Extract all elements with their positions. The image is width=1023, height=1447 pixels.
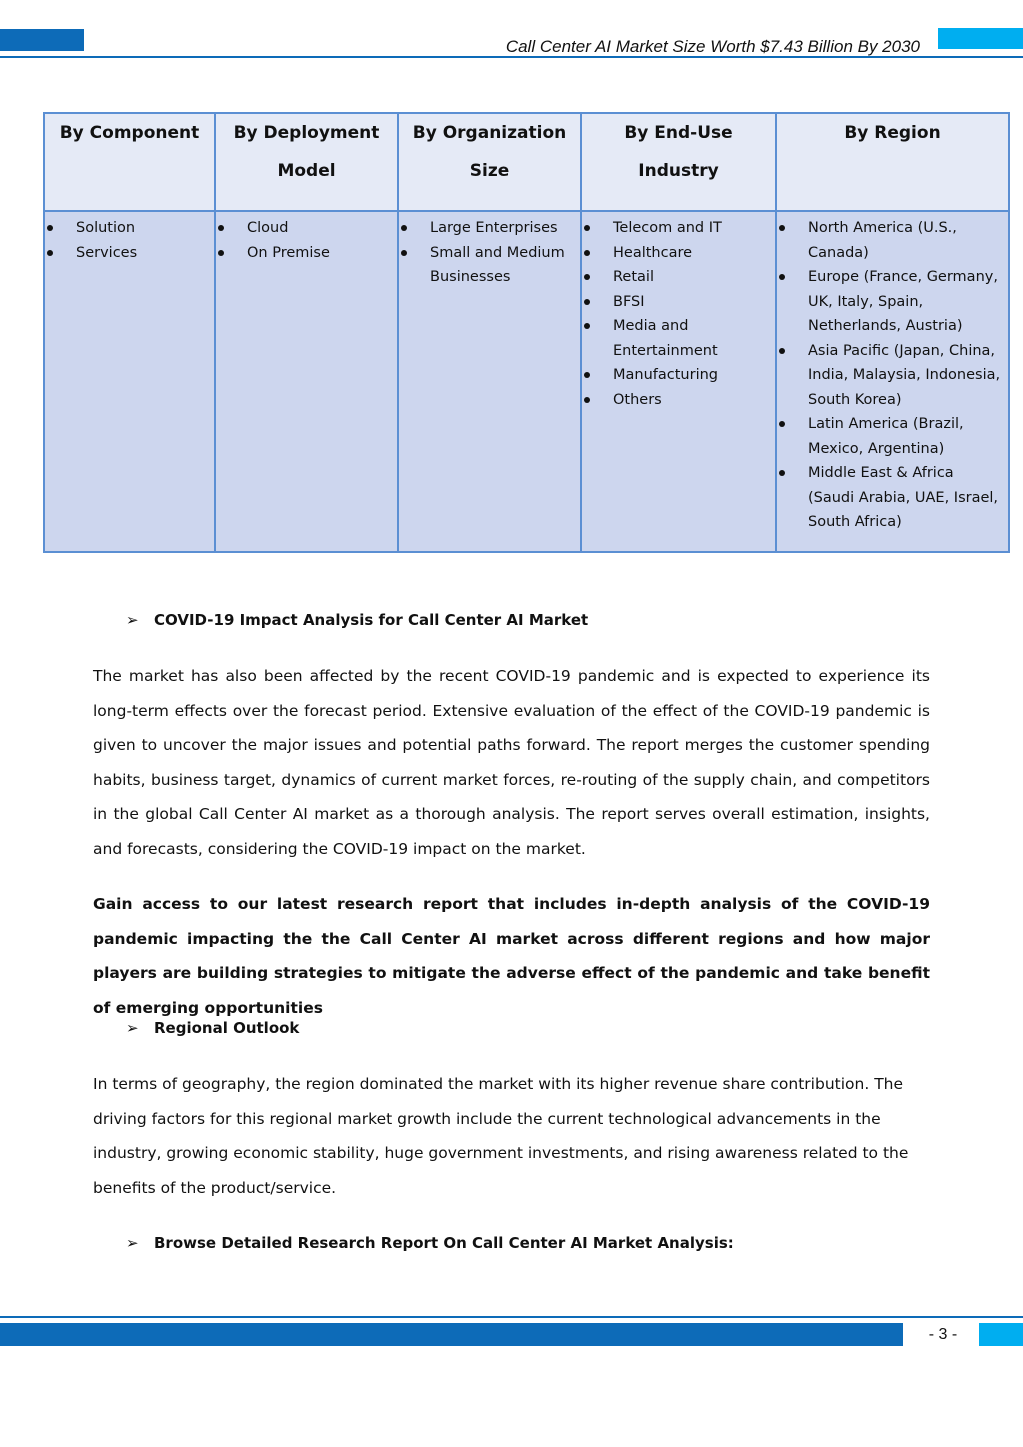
- arrow-bullet-icon: ➢: [126, 1234, 139, 1252]
- segmentation-table: [43, 112, 1010, 553]
- browse-heading-text[interactable]: Browse Detailed Research Report On Call Center AI Market Analysis:: [154, 1234, 734, 1252]
- cell-region: [776, 211, 1009, 552]
- component-list: [45, 216, 208, 265]
- list-item: Manufacturing: [582, 363, 769, 388]
- cell-component: [44, 211, 215, 552]
- list-item: Middle East & Africa (Saudi Arabia, UAE, Israel, South Africa): [777, 461, 1002, 535]
- list-item: Media and Entertainment: [582, 314, 769, 363]
- region-list: [777, 216, 1002, 535]
- header-accent-left: [0, 29, 84, 51]
- table-row: [44, 211, 1009, 552]
- list-item: Small and Medium Businesses: [399, 241, 574, 290]
- page-number: - 3 -: [928, 1326, 958, 1343]
- list-item: Others: [582, 388, 769, 413]
- column-header-region: By Region: [776, 113, 1009, 211]
- list-item: Telecom and IT: [582, 216, 769, 241]
- page-header-title: Call Center AI Market Size Worth $7.43 Billion By 2030: [505, 37, 920, 56]
- cell-end-use: [581, 211, 776, 552]
- column-header-component: By Component: [44, 113, 215, 211]
- deployment-list: [216, 216, 391, 265]
- end-use-list: [582, 216, 769, 412]
- arrow-bullet-icon: ➢: [126, 611, 139, 629]
- covid-paragraph: The market has also been affected by the recent COVID-19 pandemic and is expected to experience its long-term effects over the forecast period. Extensive evaluation of the effect of the COVID-19 pandemic is given to uncover the major issues and potential paths forward. The report merges the customer spending habits, business target, dynamics of current market forces, re-routing of the supply chain, and competitors in the global Call Center AI market as a thorough analysis. The report serves overall estimation, insights, and forecasts, considering the COVID-19 impact on the market.: [93, 667, 930, 858]
- regional-paragraph: In terms of geography, the region dominated the market with its higher revenue share contribution. The driving factors for this regional market growth include the current technological advancements in the industry, growing economic stability, huge government investments, and rising awareness related to the benefits of the product/service.: [93, 1075, 909, 1197]
- list-item: Cloud: [216, 216, 391, 241]
- footer-rule: [0, 1316, 1023, 1318]
- arrow-bullet-icon: ➢: [126, 1019, 139, 1037]
- footer-bar: [0, 1323, 903, 1346]
- table-header-row: [44, 113, 1009, 211]
- list-item: Services: [45, 241, 208, 266]
- organization-list: [399, 216, 574, 290]
- column-header-end-use: By End-Use Industry: [581, 113, 776, 211]
- list-item: Latin America (Brazil, Mexico, Argentina): [777, 412, 1002, 461]
- covid-section-heading: [126, 611, 588, 629]
- header-rule: [0, 56, 1023, 58]
- list-item: Asia Pacific (Japan, China, India, Malaysia, Indonesia, South Korea): [777, 339, 1002, 413]
- column-header-deployment: By Deployment Model: [215, 113, 398, 211]
- cta-paragraph[interactable]: Gain access to our latest research report that includes in-depth analysis of the COVID-19 pandemic impacting the the Call Center AI market across different regions and how major players are building strategies to mitigate the adverse effect of the pandemic and take benefit of emerging opportunities: [93, 895, 930, 1017]
- column-header-organization: By Organization Size: [398, 113, 581, 211]
- footer-accent-right: [979, 1323, 1023, 1346]
- list-item: Large Enterprises: [399, 216, 574, 241]
- regional-heading-text: Regional Outlook: [154, 1019, 300, 1037]
- cell-organization: [398, 211, 581, 552]
- header-accent-right: [938, 28, 1023, 49]
- browse-section-heading[interactable]: [126, 1234, 734, 1252]
- covid-heading-text: COVID-19 Impact Analysis for Call Center AI Market: [154, 611, 589, 629]
- cell-deployment: [215, 211, 398, 552]
- list-item: Europe (France, Germany, UK, Italy, Spain, Netherlands, Austria): [777, 265, 1002, 339]
- list-item: Solution: [45, 216, 208, 241]
- list-item: Retail: [582, 265, 769, 290]
- regional-section-heading: [126, 1019, 299, 1037]
- list-item: Healthcare: [582, 241, 769, 266]
- list-item: BFSI: [582, 290, 769, 315]
- list-item: On Premise: [216, 241, 391, 266]
- list-item: North America (U.S., Canada): [777, 216, 1002, 265]
